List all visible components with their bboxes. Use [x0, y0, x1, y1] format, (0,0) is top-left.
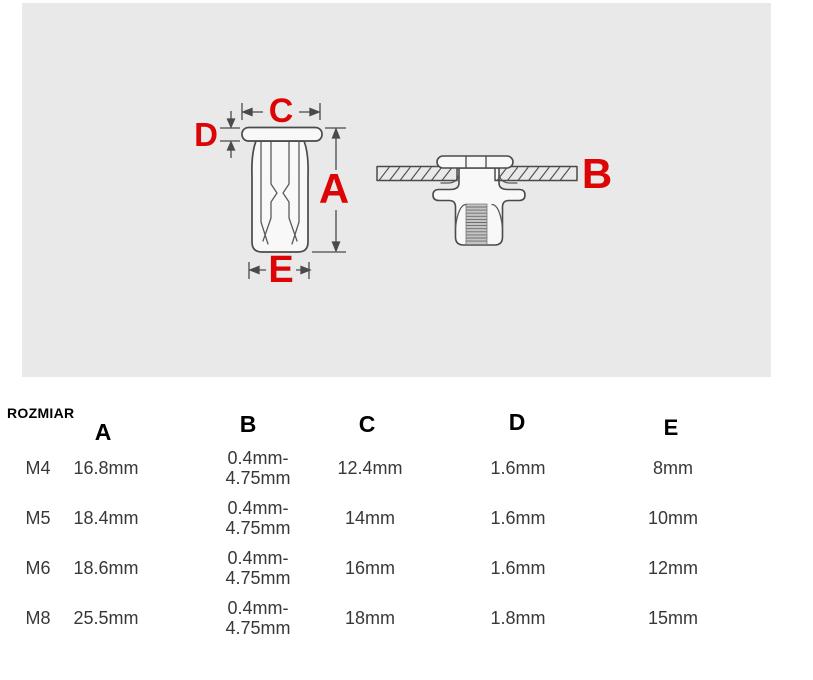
dim-b-line1: 0.4mm- [227, 498, 289, 518]
table-row-m4 [0, 444, 813, 492]
dim-d-cell: 1.8mm [490, 608, 546, 628]
dim-c-cell: 12.4mm [337, 458, 403, 478]
dim-a-cell: 25.5mm [73, 608, 139, 628]
rivet-nut-installed-view [377, 156, 577, 245]
installed-head-flange [437, 156, 513, 168]
table-row-m5 [0, 494, 813, 542]
column-header-a: A [94, 419, 112, 445]
rivet-nut-side-view [242, 128, 322, 253]
table-row-m8 [0, 594, 813, 642]
body-outline [252, 141, 308, 252]
dim-c-cell: 14mm [344, 508, 395, 528]
dim-c-cell: 18mm [344, 608, 395, 628]
dim-label-d: D [194, 116, 218, 153]
size-cell: M8 [25, 608, 51, 628]
table-row-m6 [0, 544, 813, 592]
dimension-d [220, 111, 240, 158]
dim-b-cell [203, 448, 313, 488]
column-header-b: B [239, 411, 257, 437]
technical-drawing-panel [22, 3, 771, 377]
dim-label-c: C [268, 92, 294, 130]
panel-hatch-right [497, 168, 570, 181]
dim-b-line2: 4.75mm [225, 468, 291, 488]
dim-b-line1: 0.4mm- [227, 548, 289, 568]
dim-b-line2: 4.75mm [225, 568, 291, 588]
dim-e-cell: 10mm [647, 508, 698, 528]
size-cell: M5 [25, 508, 51, 528]
column-header-e: E [663, 415, 679, 440]
dim-e-cell: 8mm [653, 458, 693, 478]
dim-label-b: B [581, 150, 613, 197]
size-cell: M4 [25, 458, 51, 478]
table-title-rozmiar: ROZMIAR [7, 405, 75, 421]
dim-b-line1: 0.4mm- [227, 598, 289, 618]
dim-b-cell [203, 548, 313, 588]
panel-hatch-left [379, 168, 452, 181]
column-header-d: D [508, 409, 526, 435]
dim-b-line1: 0.4mm- [227, 448, 289, 468]
dim-b-line2: 4.75mm [225, 518, 291, 538]
dim-b-line2: 4.75mm [225, 618, 291, 638]
dim-label-a: A [318, 165, 350, 212]
rivet-nut-diagram [22, 3, 771, 377]
dim-c-cell: 16mm [344, 558, 395, 578]
dim-label-e: E [268, 249, 294, 291]
dim-d-cell: 1.6mm [490, 508, 546, 528]
size-cell: M6 [25, 558, 51, 578]
dim-d-cell: 1.6mm [490, 458, 546, 478]
dim-a-cell: 18.4mm [73, 508, 139, 528]
dim-b-cell [203, 598, 313, 638]
dim-a-cell: 16.8mm [73, 458, 139, 478]
dim-b-cell [203, 498, 313, 538]
dim-e-cell: 12mm [647, 558, 698, 578]
dim-d-cell: 1.6mm [490, 558, 546, 578]
dim-a-cell: 18.6mm [73, 558, 139, 578]
dim-e-cell: 15mm [647, 608, 698, 628]
column-header-c: C [358, 411, 376, 437]
